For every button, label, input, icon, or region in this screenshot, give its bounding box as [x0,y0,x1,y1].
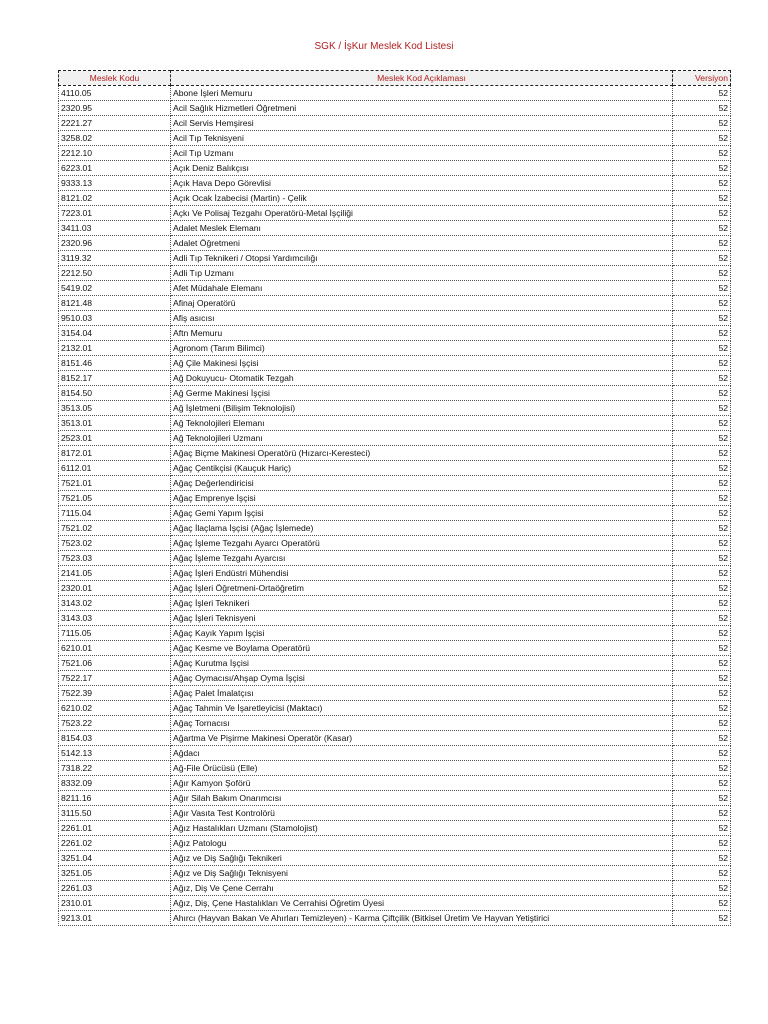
cell-version: 52 [673,146,731,161]
cell-version: 52 [673,131,731,146]
cell-description: Adli Tıp Uzmanı [171,266,673,281]
cell-description: Ağaç Değerlendiricisi [171,476,673,491]
cell-code: 7115.04 [59,506,171,521]
cell-version: 52 [673,251,731,266]
table-row [59,116,731,131]
cell-version: 52 [673,356,731,371]
cell-version: 52 [673,611,731,626]
cell-code: 7522.17 [59,671,171,686]
cell-description: Ağaç İşleri Teknisyeni [171,611,673,626]
table-row [59,326,731,341]
table-row [59,86,731,101]
table-header-row [59,71,731,86]
cell-code: 6223.01 [59,161,171,176]
cell-version: 52 [673,581,731,596]
cell-description: Açık Hava Depo Görevlisi [171,176,673,191]
cell-version: 52 [673,701,731,716]
cell-version: 52 [673,416,731,431]
cell-code: 3119.32 [59,251,171,266]
table-row [59,536,731,551]
cell-version: 52 [673,851,731,866]
cell-version: 52 [673,536,731,551]
table-body [59,86,731,926]
cell-version: 52 [673,446,731,461]
table-row [59,731,731,746]
page-title: SGK / İşKur Meslek Kod Listesi [314,41,454,52]
cell-code: 7523.03 [59,551,171,566]
table-row [59,506,731,521]
cell-code: 7523.22 [59,716,171,731]
cell-description: Ağaç Tornacısı [171,716,673,731]
cell-code: 7115.05 [59,626,171,641]
cell-code: 2212.10 [59,146,171,161]
cell-description: Adalet Öğretmeni [171,236,673,251]
cell-version: 52 [673,236,731,251]
cell-code: 8332.09 [59,776,171,791]
cell-description: Açık Ocak İzabecisi (Martin) - Çelik [171,191,673,206]
column-header-code: Meslek Kodu [59,71,171,86]
cell-version: 52 [673,86,731,101]
cell-version: 52 [673,566,731,581]
cell-version: 52 [673,791,731,806]
cell-description: Ahırcı (Hayvan Bakan Ve Ahırları Temizleyen) - Karma Çiftçilik (Bitkisel Üretim Ve Hayvan Yetiştirici [171,911,673,926]
cell-code: 3251.05 [59,866,171,881]
cell-description: Ağır Vasıta Test Kontrolörü [171,806,673,821]
table-row [59,881,731,896]
table-row [59,191,731,206]
cell-version: 52 [673,821,731,836]
cell-description: Ağız ve Diş Sağlığı Teknikeri [171,851,673,866]
table-row [59,491,731,506]
table-row [59,236,731,251]
cell-version: 52 [673,716,731,731]
table-row [59,446,731,461]
cell-description: Ağır Kamyon Şoförü [171,776,673,791]
table-row [59,161,731,176]
table-row [59,866,731,881]
cell-code: 2320.96 [59,236,171,251]
cell-code: 7523.02 [59,536,171,551]
table-row [59,836,731,851]
table-row [59,701,731,716]
cell-code: 8154.50 [59,386,171,401]
cell-code: 8152.17 [59,371,171,386]
cell-version: 52 [673,101,731,116]
cell-code: 3143.03 [59,611,171,626]
cell-version: 52 [673,746,731,761]
cell-version: 52 [673,671,731,686]
occupation-code-table [58,70,731,926]
table-row [59,821,731,836]
cell-code: 2212.50 [59,266,171,281]
table-row [59,551,731,566]
cell-version: 52 [673,401,731,416]
table-row [59,716,731,731]
cell-description: Afiş asıcısı [171,311,673,326]
cell-description: Acil Tıp Uzmanı [171,146,673,161]
cell-description: Ağaç Kayık Yapım İşçisi [171,626,673,641]
table-row [59,686,731,701]
cell-version: 52 [673,806,731,821]
cell-description: Afinaj Operatörü [171,296,673,311]
cell-version: 52 [673,881,731,896]
table-row [59,581,731,596]
cell-description: Ağ Çile Makinesi İşçisi [171,356,673,371]
cell-version: 52 [673,506,731,521]
table-row [59,371,731,386]
cell-code: 7521.06 [59,656,171,671]
table-row [59,431,731,446]
table-row [59,791,731,806]
cell-description: Aftn Memuru [171,326,673,341]
cell-code: 2320.01 [59,581,171,596]
cell-code: 8154.03 [59,731,171,746]
cell-code: 2141.05 [59,566,171,581]
cell-version: 52 [673,371,731,386]
table-row [59,221,731,236]
table-row [59,596,731,611]
cell-version: 52 [673,191,731,206]
cell-description: Ağdacı [171,746,673,761]
cell-description: Ağartma Ve Pişirme Makinesi Operatör (Kasar) [171,731,673,746]
cell-description: Ağ-File Örücüsü (Elle) [171,761,673,776]
cell-code: 7318.22 [59,761,171,776]
cell-description: Adalet Meslek Elemanı [171,221,673,236]
cell-version: 52 [673,431,731,446]
cell-description: Ağaç Emprenye İşçisi [171,491,673,506]
cell-description: Ağaç İşleri Endüstri Mühendisi [171,566,673,581]
table-row [59,311,731,326]
table-row [59,281,731,296]
cell-code: 8121.02 [59,191,171,206]
table-row [59,146,731,161]
cell-version: 52 [673,641,731,656]
cell-code: 6112.01 [59,461,171,476]
cell-version: 52 [673,761,731,776]
cell-version: 52 [673,311,731,326]
cell-description: Acil Servis Hemşiresi [171,116,673,131]
cell-description: Ağır Silah Bakım Onarımcısı [171,791,673,806]
table-row [59,896,731,911]
table-row [59,101,731,116]
table-row [59,401,731,416]
cell-version: 52 [673,206,731,221]
cell-description: Ağız Patologu [171,836,673,851]
cell-description: Ağaç Palet İmalatçısı [171,686,673,701]
cell-code: 6210.01 [59,641,171,656]
cell-code: 7223.01 [59,206,171,221]
cell-code: 2132.01 [59,341,171,356]
cell-version: 52 [673,221,731,236]
cell-code: 2261.02 [59,836,171,851]
cell-code: 3251.04 [59,851,171,866]
cell-code: 3154.04 [59,326,171,341]
cell-version: 52 [673,266,731,281]
table-row [59,461,731,476]
table-row [59,566,731,581]
table-row [59,341,731,356]
table-row [59,761,731,776]
cell-version: 52 [673,626,731,641]
table-row [59,521,731,536]
table-row [59,296,731,311]
cell-version: 52 [673,896,731,911]
cell-description: Ağ Teknolojileri Uzmanı [171,431,673,446]
cell-description: Ağaç İlaçlama İşçisi (Ağaç İşlemede) [171,521,673,536]
cell-code: 9510.03 [59,311,171,326]
cell-code: 7521.05 [59,491,171,506]
cell-version: 52 [673,176,731,191]
table-row [59,626,731,641]
cell-description: Abone İşleri Memuru [171,86,673,101]
table-row [59,386,731,401]
table-row [59,266,731,281]
cell-version: 52 [673,461,731,476]
cell-description: Ağ Dokuyucu- Otomatik Tezgah [171,371,673,386]
cell-description: Ağaç İşleri Öğretmeni-Ortaöğretim [171,581,673,596]
cell-version: 52 [673,911,731,926]
cell-description: Ağaç Çentikçisi (Kauçuk Hariç) [171,461,673,476]
cell-code: 5142.13 [59,746,171,761]
cell-version: 52 [673,491,731,506]
table-row [59,656,731,671]
cell-description: Adli Tıp Teknikeri / Otopsi Yardımcılığı [171,251,673,266]
cell-description: Acil Sağlık Hizmetleri Öğretmeni [171,101,673,116]
cell-code: 8151.46 [59,356,171,371]
cell-code: 2261.01 [59,821,171,836]
cell-description: Ağız ve Diş Sağlığı Teknisyeni [171,866,673,881]
cell-code: 2221.27 [59,116,171,131]
cell-code: 2320.95 [59,101,171,116]
cell-version: 52 [673,731,731,746]
table-row [59,671,731,686]
cell-description: Ağaç Kurutma İşçisi [171,656,673,671]
cell-code: 3513.01 [59,416,171,431]
table-row [59,356,731,371]
column-header-description: Meslek Kod Açıklaması [171,71,673,86]
table-row [59,476,731,491]
cell-description: Ağaç İşleme Tezgahı Ayarcısı [171,551,673,566]
cell-code: 5419.02 [59,281,171,296]
cell-description: Ağız Hastalıkları Uzmanı (Stamolojist) [171,821,673,836]
table-row [59,911,731,926]
cell-code: 4110.05 [59,86,171,101]
table-row [59,851,731,866]
cell-description: Ağ Teknolojileri Elemanı [171,416,673,431]
cell-code: 7521.01 [59,476,171,491]
cell-version: 52 [673,596,731,611]
cell-description: Ağaç Gemi Yapım İşçisi [171,506,673,521]
cell-version: 52 [673,296,731,311]
cell-code: 3258.02 [59,131,171,146]
table-row [59,251,731,266]
cell-version: 52 [673,161,731,176]
cell-description: Ağaç İşleri Teknikeri [171,596,673,611]
table-row [59,416,731,431]
table-row [59,176,731,191]
table-row [59,131,731,146]
cell-version: 52 [673,686,731,701]
cell-version: 52 [673,656,731,671]
cell-description: Ağaç Tahmin Ve İşaretleyicisi (Maktacı) [171,701,673,716]
cell-code: 3143.02 [59,596,171,611]
cell-description: Acil Tıp Teknisyeni [171,131,673,146]
cell-code: 7521.02 [59,521,171,536]
cell-code: 2523.01 [59,431,171,446]
cell-description: Ağaç Oymacısı/Ahşap Oyma İşçisi [171,671,673,686]
cell-code: 8211.16 [59,791,171,806]
cell-code: 9213.01 [59,911,171,926]
cell-description: Ağ İşletmeni (Bilişim Teknolojisi) [171,401,673,416]
column-header-version: Versiyon [673,71,731,86]
cell-code: 9333.13 [59,176,171,191]
cell-version: 52 [673,281,731,296]
cell-code: 3115.50 [59,806,171,821]
cell-description: Ağaç Biçme Makinesi Operatörü (Hızarcı-Keresteci) [171,446,673,461]
cell-description: Açık Deniz Balıkçısı [171,161,673,176]
cell-version: 52 [673,521,731,536]
table-row [59,206,731,221]
table-row [59,806,731,821]
cell-version: 52 [673,386,731,401]
cell-description: Agronom (Tarım Bilimci) [171,341,673,356]
cell-version: 52 [673,551,731,566]
cell-code: 2261.03 [59,881,171,896]
table-row [59,776,731,791]
cell-description: Açkı Ve Polisaj Tezgahı Operatörü-Metal İşçiliği [171,206,673,221]
cell-code: 3411.03 [59,221,171,236]
cell-code: 3513.05 [59,401,171,416]
cell-code: 8172.01 [59,446,171,461]
cell-code: 7522.39 [59,686,171,701]
table-row [59,641,731,656]
cell-version: 52 [673,476,731,491]
cell-version: 52 [673,866,731,881]
cell-description: Ağaç İşleme Tezgahı Ayarcı Operatörü [171,536,673,551]
table-row [59,746,731,761]
cell-code: 6210.02 [59,701,171,716]
cell-version: 52 [673,326,731,341]
cell-code: 2310.01 [59,896,171,911]
cell-version: 52 [673,341,731,356]
cell-code: 8121.48 [59,296,171,311]
cell-description: Ağız, Diş Ve Çene Cerrahı [171,881,673,896]
cell-version: 52 [673,776,731,791]
cell-version: 52 [673,116,731,131]
cell-description: Ağaç Kesme ve Boylama Operatörü [171,641,673,656]
table-row [59,611,731,626]
cell-description: Ağız, Diş, Çene Hastalıkları Ve Cerrahisi Öğretim Üyesi [171,896,673,911]
cell-description: Afet Müdahale Elemanı [171,281,673,296]
cell-description: Ağ Germe Makinesi İşçisi [171,386,673,401]
cell-version: 52 [673,836,731,851]
